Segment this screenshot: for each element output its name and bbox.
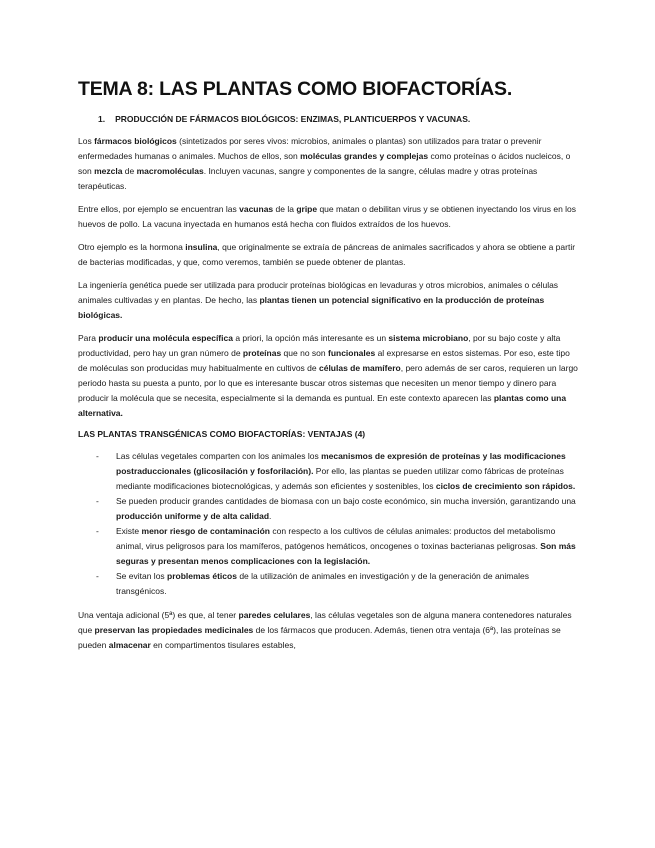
text-run: Otro ejemplo es la hormona: [78, 242, 186, 252]
text-run: en compartimentos tisulares estables,: [150, 640, 296, 650]
text-run: de los fármacos que producen. Además, tienen otra ventaja (6ª), las proteínas se pueden: [78, 625, 561, 650]
bold-text: Son más seguras y presentan menos complicaciones con la legislación.: [116, 541, 576, 566]
bold-text: ciclos de crecimiento son rápidos.: [435, 481, 576, 491]
paragraph-insulina: [78, 240, 578, 270]
text-run: La ingeniería genética puede ser utilizada para producir proteínas biológicas en levaduras y otros microbios, animales o células animales cultivadas y en plantas. De hecho, las: [78, 280, 559, 305]
text-run: con respecto a los cultivos de células animales: productos del metabolismo animal, virus peligrosos para los mamíferos, patógenos hemáticos, oncogenes o toxinas bacterianas peligrosas.: [116, 526, 556, 551]
text-run: Por ello, las plantas se pueden utilizar como fábricas de proteínas mediante modificaciones biotecnológicas, y además son eficientes y sostenibles, los: [116, 466, 564, 491]
text-run: Una ventaja adicional (5ª) es que, al tener: [78, 610, 239, 620]
text-run: al expresarse en estos sistemas. Por eso, este tipo de moléculas son producidas muy habitualmente en cultivos de: [78, 348, 570, 373]
bold-text: menor riesgo de contaminación: [141, 526, 270, 536]
list-item-text: [116, 526, 576, 566]
bold-text: sistema microbiano: [388, 333, 469, 343]
list-item: [78, 569, 578, 599]
bold-text: paredes celulares: [238, 610, 311, 620]
bold-text: fármacos biológicos: [94, 136, 177, 146]
text-run: , las células vegetales son de alguna manera contenedores naturales que: [78, 610, 572, 635]
bold-text: funcionales: [327, 348, 376, 358]
text-run: . Incluyen vacunas, sangre y componentes de la sangre, células madre y otras proteínas terapéuticas.: [78, 166, 538, 191]
advantages-list: [78, 449, 578, 599]
text-run: Se evitan los: [116, 571, 168, 581]
bold-text: preservan las propiedades medicinales: [94, 625, 254, 635]
bold-text: producir una molécula específica: [98, 333, 233, 343]
bullet-dash: -: [96, 571, 99, 581]
text-run: Las células vegetales comparten con los animales los: [116, 451, 322, 461]
paragraph-ingenieria-genetica: [78, 278, 578, 323]
paragraph-molecula-especifica: [78, 331, 578, 421]
bold-text: gripe: [296, 204, 318, 214]
list-item-text: [116, 571, 529, 596]
bold-text: almacenar: [108, 640, 151, 650]
bold-text: producción uniforme y de alta calidad: [116, 511, 270, 521]
bullet-dash: -: [96, 526, 99, 536]
bullet-dash: -: [96, 496, 99, 506]
paragraph-vacunas: [78, 202, 578, 232]
bold-text: células de mamífero: [318, 363, 401, 373]
bold-text: plantas tienen un potencial significativo en la producción de proteínas biológicas.: [78, 295, 545, 320]
text-run: .: [269, 511, 272, 521]
bold-text: plantas como una alternativa.: [78, 393, 567, 418]
text-run: de la utilización de animales en investigación y de la generación de animales transgénicos.: [116, 571, 529, 596]
paragraph-ventajas-adicionales: [78, 608, 578, 653]
bold-text: mezcla: [94, 166, 123, 176]
bold-text: moléculas grandes y complejas: [300, 151, 429, 161]
page-title: TEMA 8: LAS PLANTAS COMO BIOFACTORÍAS.: [78, 78, 513, 100]
list-item: [78, 449, 578, 494]
text-run: (sintetizados por seres vivos: microbios, animales o plantas) son utilizados para tratar o prevenir enfermedades humanas o animales. Muchos de ellos, son: [78, 136, 542, 161]
text-run: Entre ellos, por ejemplo se encuentran las: [78, 204, 240, 214]
text-run: que no son: [281, 348, 328, 358]
text-run: Los: [78, 136, 95, 146]
bold-text: mecanismos de expresión de proteínas y las modificaciones postraduccionales (glicosilación y fosforilación).: [116, 451, 566, 476]
text-run: de la: [273, 204, 297, 214]
subheading-ventajas: LAS PLANTAS TRANSGÉNICAS COMO BIOFACTORÍAS: VENTAJAS (4): [78, 429, 366, 439]
section-heading: [98, 114, 578, 124]
text-run: Existe: [116, 526, 142, 536]
bold-text: insulina: [185, 242, 218, 252]
document-body: [78, 78, 578, 661]
text-run: que matan o debilitan virus y se obtienen inyectando los virus en los huevos de pollo. La vacuna inyectada en humanos está hecha con fluidos extraídos de los huevos.: [78, 204, 577, 229]
section-title: PRODUCCIÓN DE FÁRMACOS BIOLÓGICOS: ENZIMAS, PLANTICUERPOS Y VACUNAS.: [115, 114, 471, 124]
text-run: , que originalmente se extraía de páncreas de animales sacrificados y ahora se obtiene a partir de bacterias modificadas, y que, como veremos, también se puede obtener de plantas.: [78, 242, 576, 267]
text-run: de: [122, 166, 137, 176]
bold-text: proteínas: [242, 348, 282, 358]
bold-text: vacunas: [239, 204, 274, 214]
text-run: Para: [78, 333, 99, 343]
text-run: a priori, la opción más interesante es un: [232, 333, 389, 343]
text-run: como proteínas o ácidos nucleicos, o son: [78, 151, 571, 176]
list-item-text: [116, 451, 575, 491]
text-run: , pero además de ser caros, requieren un largo periodo hasta su puesta a punto, por lo que es interesante buscar otros sistemas que necesiten un menor tiempo y dinero para producir la molécula que se necesita, especialmente si la demanda es puntual. En este contexto aparecen las: [78, 363, 578, 403]
text-run: , por su bajo coste y alta productividad, pero hay un gran número de: [78, 333, 561, 358]
section-number: 1.: [98, 114, 106, 124]
bold-text: problemas éticos: [167, 571, 237, 581]
text-run: Se pueden producir grandes cantidades de biomasa con un bajo coste económico, sin mucha inversión, garantizando una: [116, 496, 576, 506]
bold-text: macromoléculas: [136, 166, 204, 176]
list-item-text: [116, 496, 576, 521]
list-item: [78, 494, 578, 524]
list-item: [78, 524, 578, 569]
bullet-dash: -: [96, 451, 99, 461]
paragraph-farmacos-biologicos: [78, 134, 578, 194]
